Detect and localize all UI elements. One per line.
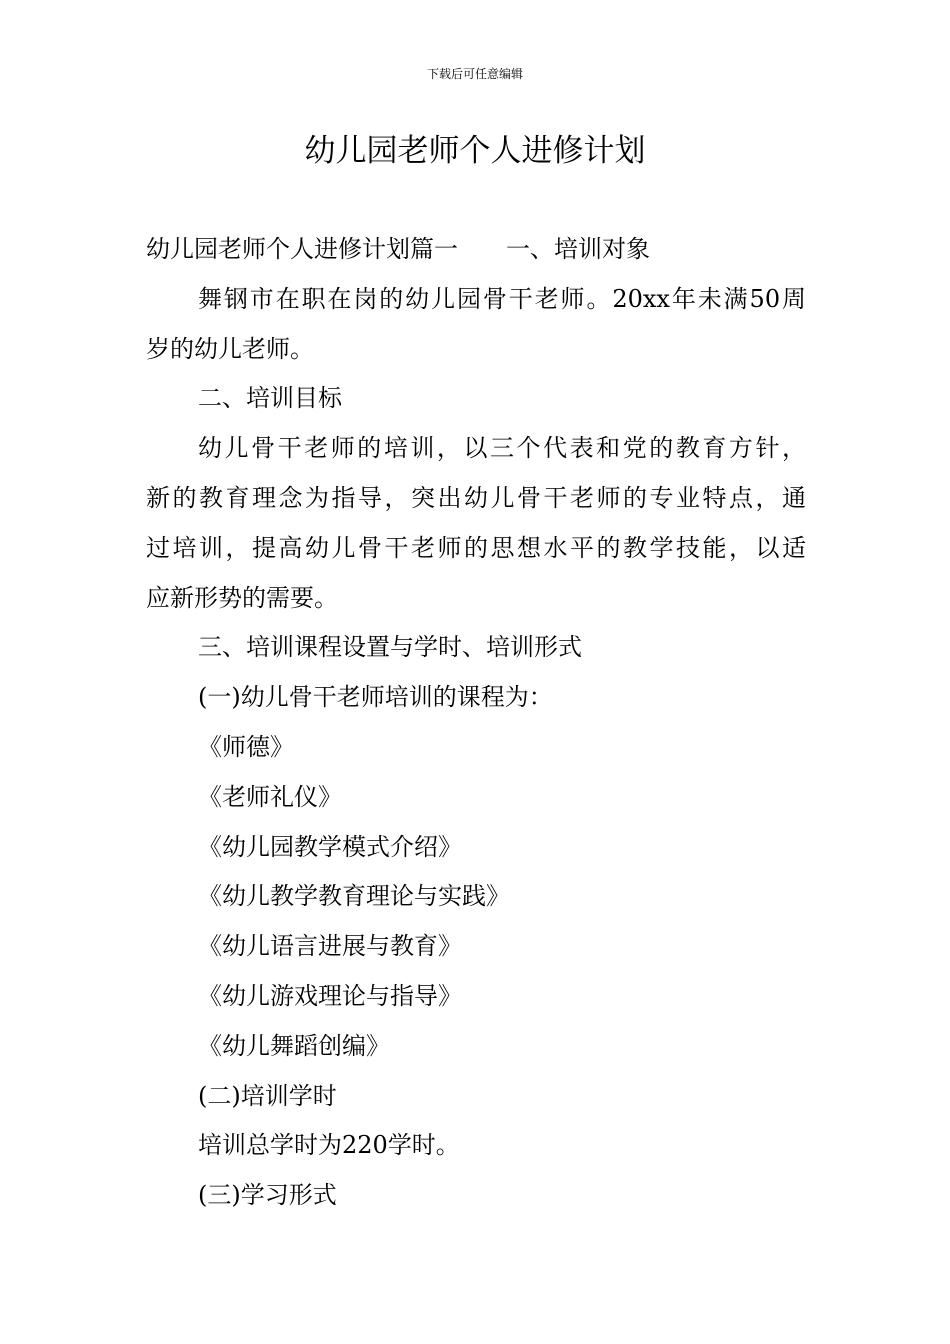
section-heading-3: 三、培训课程设置与学时、培训形式 [198,633,582,662]
header-note: 下载后可任意编辑 [426,67,523,81]
paragraph-1-line-2: 岁的幼儿老师。 [146,334,314,363]
course-item: 《老师礼仪》 [198,782,342,811]
intro-line [146,225,806,275]
paragraph-2-line-1: 幼儿骨干老师的培训，以三个代表和党的教育方针， [198,434,806,463]
course-item: 《幼儿园教学模式介绍》 [198,832,462,861]
document-title: 幼儿园老师个人进修计划 [304,133,646,169]
intro-subtitle: 幼儿园老师个人进修计划篇一 [146,235,458,263]
subsection-2: (二)培训学时 [198,1081,337,1110]
paragraph-2-line-2: 新的教育理念为指导，突出幼儿骨干老师的专业特点，通 [146,483,806,512]
document-body [146,225,806,1221]
course-item: 《幼儿语言进展与教育》 [198,932,462,961]
paragraph-1-line-1: 舞钢市在职在岗的幼儿园骨干老师。20xx年未满50周 [198,284,806,313]
paragraph-2-line-3: 过培训，提高幼儿骨干老师的思想水平的教学技能，以适 [146,533,806,562]
course-item: 《幼儿游戏理论与指导》 [198,981,462,1010]
paragraph-2-line-4: 应新形势的需要。 [146,583,338,612]
subsection-3: (三)学习形式 [198,1181,337,1210]
course-item: 《幼儿教学教育理论与实践》 [198,882,510,911]
training-hours: 培训总学时为220学时。 [198,1131,460,1160]
subsection-1: (一)幼儿骨干老师培训的课程为： [198,683,553,712]
section-heading-1: 一、培训对象 [506,235,650,263]
section-heading-2: 二、培训目标 [198,384,342,413]
course-item: 《师德》 [198,732,294,761]
course-item: 《幼儿舞蹈创编》 [198,1031,390,1060]
